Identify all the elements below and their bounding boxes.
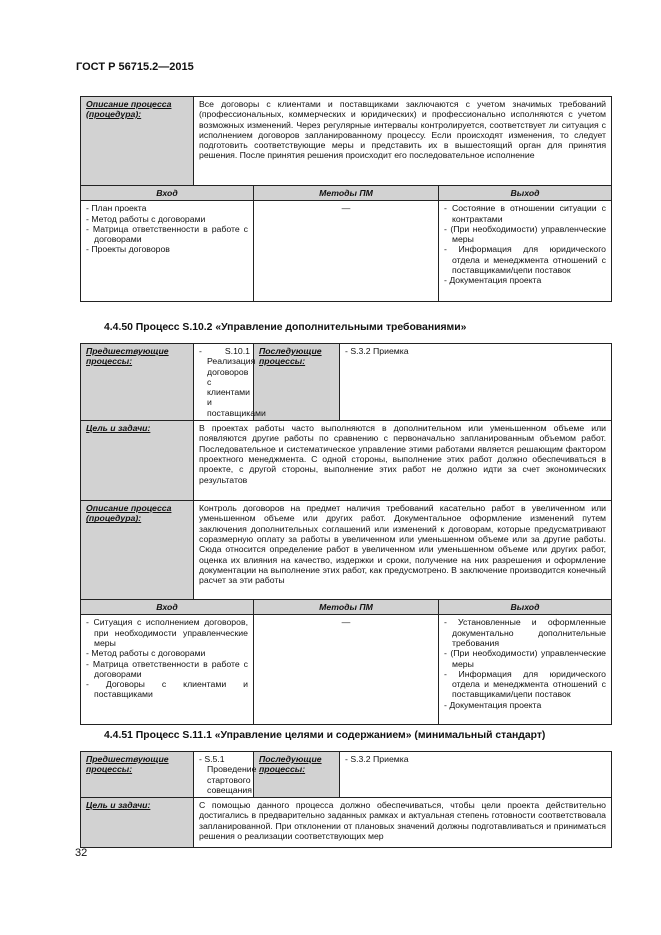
list-item: - Документация проекта (444, 275, 606, 285)
page-number: 32 (75, 847, 88, 859)
goal-text: В проектах работы часто выполняются в дополнительном или уменьшенном объеме или появляются другие работы по сравнению с первоначально запланированным объемом работ. Последовательное и систематическое управление этими работами является решающим фактором проектного менеджмента. С одной стороны, выполнение этих работ должно обеспечиваться в проекте, с другой стороны, выполнение этих работ не должно идти за счет экономических результатов (194, 421, 612, 501)
process-table-s11-1 (80, 751, 612, 848)
predecessors-value (194, 344, 266, 421)
predecessors-value (194, 752, 257, 798)
input-list (86, 203, 248, 254)
successor-item: - S.3.2 Приемка (345, 754, 606, 764)
section-4-4-51-title: 4.4.51 Процесс S.11.1 «Управление целями и содержанием» (минимальный стандарт) (104, 730, 546, 741)
predecessors-row (81, 344, 612, 421)
predecessors-label: Предшествующие процессы: (81, 344, 194, 421)
successor-item: - S.3.2 Приемка (345, 346, 606, 356)
list-item: - Метод работы с договорами (86, 214, 248, 224)
list-item: - (При необходимости) управленческие меры (444, 224, 606, 245)
list-item: - Информация для юридического отдела и менеджмента отношений с поставщиками/цепи поставок (444, 669, 606, 700)
output-cell (439, 201, 612, 302)
output-header: Выход (439, 600, 612, 615)
goal-label: Цель и задачи: (81, 421, 194, 501)
process-table-s10-1 (80, 96, 612, 302)
methods-header: Методы ПМ (254, 600, 439, 615)
predecessor-item: - S.5.1 Проведение стартового совещания (199, 754, 248, 795)
output-list (444, 203, 606, 285)
input-cell (81, 201, 254, 302)
io-row (81, 201, 612, 302)
methods-cell: — (254, 615, 439, 725)
description-text: Все договоры с клиентами и поставщиками заключаются с учетом значимых требований (профессиональных, коммерческих и юридических) и профессионально исполняются с учетом возможных изменений. Через регулярные интервалы контролируется, соответствует ли ситуация с исполнением договоров запланированному процессу. Если происходят изменения, то следует подготовить соответствующие меры и представить их в вышестоящий орган для принятия решения. После принятия решения происходит его последовательное исполнение (194, 97, 612, 186)
list-item: - (При необходимости) управленческие меры (444, 648, 606, 669)
goal-label: Цель и задачи: (81, 798, 194, 848)
description-text: Контроль договоров на предмет наличия требований касательно работ в увеличенном или уменьшенном объеме или других работ. Документальное оформление изменений путем заключения дополнительных соглашений или изменений к договорам, которые предусматривают соразмерную оплату за работы в увеличенном или уменьшенном объеме или за другие работы. Сюда относится определение работ в увеличенном или уменьшенном объеме или других работ, оценка их влияния на качество, издержки и сроки, получение на них разрешения и оформление документации на выполнение этих работ, как предусмотрено. В заключение производится конечный расчет за эти работы (194, 501, 612, 600)
predecessor-item: - S.10.1 Реализация договоров с клиентами и поставщиками (199, 346, 250, 418)
list-item: - Проекты договоров (86, 244, 248, 254)
input-cell (81, 615, 254, 725)
list-item: - Установленные и оформленные документально дополнительные требования (444, 617, 606, 648)
input-header: Вход (81, 186, 254, 201)
list-item: - Матрица ответственности в работе с договорами (86, 224, 248, 245)
methods-cell: — (254, 201, 439, 302)
io-row (81, 615, 612, 725)
io-header-row (81, 186, 612, 201)
process-table-s10-2 (80, 343, 612, 725)
description-label: Описание процесса (процедура): (81, 97, 194, 186)
successors-label: Последующие процессы: (254, 344, 340, 421)
list-item: - Документация проекта (444, 700, 606, 710)
successors-value (340, 752, 612, 798)
predecessors-label: Предшествующие процессы: (81, 752, 194, 798)
input-header: Вход (81, 600, 254, 615)
input-list (86, 617, 248, 699)
methods-header: Методы ПМ (254, 186, 439, 201)
description-label: Описание процесса (процедура): (81, 501, 194, 600)
io-header-row (81, 600, 612, 615)
goal-row (81, 421, 612, 501)
goal-row (81, 798, 612, 848)
description-row (81, 501, 612, 600)
predecessors-row (81, 752, 612, 798)
document-header: ГОСТ Р 56715.2—2015 (76, 61, 194, 73)
output-header: Выход (439, 186, 612, 201)
section-4-4-50-title: 4.4.50 Процесс S.10.2 «Управление дополнительными требованиями» (104, 322, 467, 333)
list-item: - План проекта (86, 203, 248, 213)
successors-value (340, 344, 612, 421)
output-cell (439, 615, 612, 725)
output-list (444, 617, 606, 710)
list-item: - Информация для юридического отдела и менеджмента отношений с поставщиками/цепи поставок (444, 244, 606, 275)
list-item: - Договоры с клиентами и поставщиками (86, 679, 248, 700)
list-item: - Метод работы с договорами (86, 648, 248, 658)
list-item: - Ситуация с исполнением договоров, при необходимости управленческие меры (86, 617, 248, 648)
successors-label: Последующие процессы: (254, 752, 340, 798)
list-item: - Состояние в отношении ситуации с контрактами (444, 203, 606, 224)
description-row (81, 97, 612, 186)
list-item: - Матрица ответственности в работе с договорами (86, 659, 248, 680)
goal-text: С помощью данного процесса должно обеспечиваться, чтобы цели проекта действительно достигались в предварительно заданных рамках и актуальная степень готовности соответствовала запланированной. При отклонении от плановых значений должны подготавливаться и приниматься решения о реализации соответствующих мер (194, 798, 612, 848)
